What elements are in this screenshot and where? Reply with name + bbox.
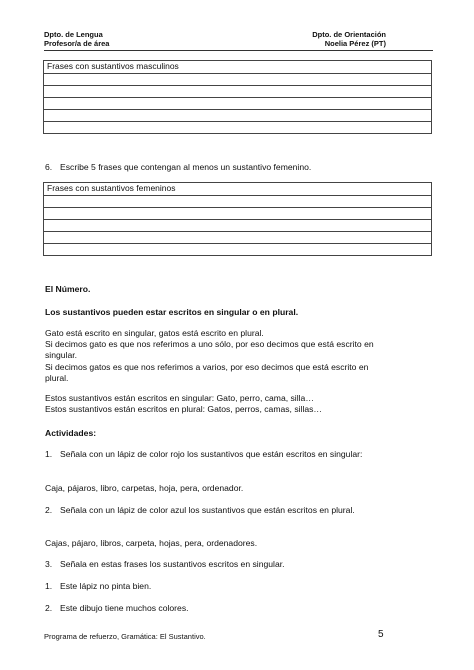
sentence-text: Este dibujo tiene muchos colores.	[60, 603, 189, 613]
answer-row[interactable]	[44, 121, 431, 133]
examples-paragraph	[45, 393, 430, 415]
activity-3	[45, 559, 430, 570]
sentence-number: 1.	[45, 581, 53, 591]
answer-row[interactable]	[44, 219, 431, 231]
exercise-6	[45, 162, 430, 173]
page-number: 5	[378, 629, 384, 640]
singular-examples: Estos sustantivos están escritos en singular: Gato, perro, cama, silla…	[45, 393, 314, 403]
answer-row[interactable]	[44, 243, 431, 255]
answer-row[interactable]	[44, 207, 431, 219]
activity-number: 1.	[45, 449, 53, 459]
explanation-paragraph	[45, 328, 430, 384]
explanation-line: plural.	[45, 372, 69, 383]
sentence-1	[45, 581, 430, 592]
exercise-number: 6.	[45, 162, 53, 172]
table-title: Frases con sustantivos femeninos	[47, 183, 176, 193]
activity-text: Señala con un lápiz de color rojo los sustantivos que están escritos en singular:	[60, 449, 363, 459]
header-left	[44, 30, 109, 48]
teacher-role: Profesor/a de área	[44, 39, 110, 48]
answer-row[interactable]	[44, 97, 431, 109]
answer-row[interactable]	[44, 73, 431, 85]
department-lengua: Dpto. de Lengua	[44, 30, 103, 39]
answer-row[interactable]	[44, 109, 431, 121]
explanation-line: singular.	[45, 350, 78, 361]
activity-number: 3.	[45, 559, 53, 569]
word-list-1: Caja, pájaros, libro, carpetas, hoja, pera, ordenador.	[45, 483, 244, 493]
table-title: Frases con sustantivos masculinos	[47, 61, 179, 71]
explanation-line: Si decimos gatos es que nos referimos a varios, por eso decimos que está escrito en	[45, 361, 369, 372]
feminine-sentences-table	[43, 182, 432, 256]
footer-text: Programa de refuerzo, Gramática: El Sustantivo.	[44, 632, 206, 641]
explanation-line: Gato está escrito en singular, gatos está escrito en plural.	[45, 328, 264, 338]
word-list-2: Cajas, pájaro, libros, carpeta, hojas, pera, ordenadores.	[45, 538, 258, 548]
activities-title: Actividades:	[45, 428, 97, 438]
masculine-sentences-table	[43, 60, 432, 134]
answer-row[interactable]	[44, 195, 431, 207]
teacher-name: Noelia Pérez (PT)	[324, 39, 386, 48]
exercise-text: Escribe 5 frases que contengan al menos un sustantivo femenino.	[60, 162, 312, 172]
sentence-number: 2.	[45, 603, 53, 613]
activity-1	[45, 449, 430, 460]
header-right	[312, 30, 386, 48]
header-divider	[44, 50, 433, 51]
activity-text: Señala en estas frases los sustantivos escritos en singular.	[60, 559, 285, 569]
activity-number: 2.	[45, 505, 53, 515]
department-orientacion: Dpto. de Orientación	[312, 30, 386, 39]
section-subtitle: Los sustantivos pueden estar escritos en singular o en plural.	[45, 307, 299, 317]
explanation-line: Si decimos gato es que nos referimos a uno sólo, por eso decimos que está escrito en	[45, 339, 374, 350]
activity-text: Señala con un lápiz de color azul los sustantivos que están escritos en plural.	[60, 505, 355, 515]
sentence-2	[45, 603, 430, 614]
section-title: El Número.	[45, 284, 91, 294]
sentence-text: Este lápiz no pinta bien.	[60, 581, 152, 591]
activity-2	[45, 505, 430, 516]
answer-row[interactable]	[44, 231, 431, 243]
answer-row[interactable]	[44, 85, 431, 97]
plural-examples: Estos sustantivos están escritos en plural: Gatos, perros, camas, sillas…	[45, 404, 323, 415]
